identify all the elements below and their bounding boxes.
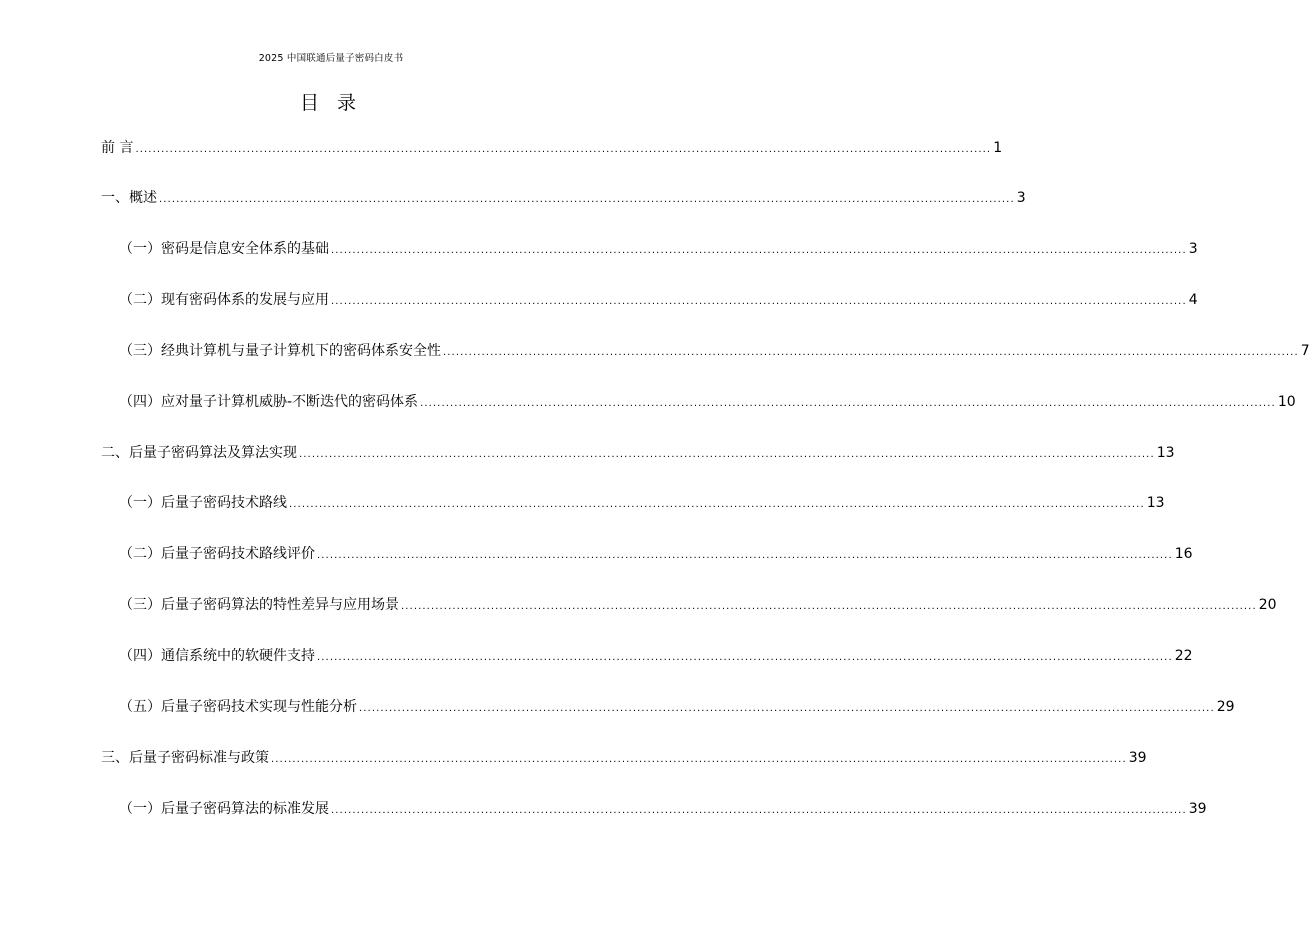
toc-page-number: 22 bbox=[1174, 648, 1193, 664]
toc-dot-leader: ........................................................................................................................................................................................................ bbox=[271, 754, 1127, 765]
toc-dot-leader: ........................................................................................................................................................................................................ bbox=[331, 296, 1187, 307]
toc-entry-preface[interactable] bbox=[101, 139, 1003, 157]
toc-entry-section-1-4[interactable] bbox=[119, 393, 1296, 411]
toc-page-number: 1 bbox=[993, 140, 1003, 156]
toc-entry-text: （一）后量子密码技术路线 bbox=[119, 495, 287, 511]
toc-page-number: 20 bbox=[1258, 597, 1277, 613]
toc-page-number: 10 bbox=[1277, 394, 1296, 410]
toc-dot-leader: ........................................................................................................................................................................................................ bbox=[299, 449, 1155, 460]
toc-dot-leader: ........................................................................................................................................................................................................ bbox=[159, 194, 1015, 205]
toc-entry-text: （五）后量子密码技术实现与性能分析 bbox=[119, 699, 357, 715]
toc-entry-text: （一）密码是信息安全体系的基础 bbox=[119, 241, 329, 257]
toc-entry-section-1-1[interactable] bbox=[119, 240, 1198, 258]
toc-page-number: 13 bbox=[1146, 495, 1165, 511]
toc-entry-text: 前 言 bbox=[101, 140, 134, 156]
toc-page-number: 39 bbox=[1188, 801, 1207, 817]
toc-entry-text: 三、后量子密码标准与政策 bbox=[101, 750, 269, 766]
toc-entry-section-2-4[interactable] bbox=[119, 647, 1193, 665]
toc-page-number: 3 bbox=[1016, 190, 1026, 206]
toc-dot-leader: ........................................................................................................................................................................................................ bbox=[135, 144, 992, 155]
running-header: 2025 中国联通后量子密码白皮书 bbox=[258, 53, 404, 64]
toc-dot-leader: ........................................................................................................................................................................................................ bbox=[359, 703, 1215, 714]
toc-dot-leader: ........................................................................................................................................................................................................ bbox=[289, 499, 1145, 510]
toc-entry-text: （三）后量子密码算法的特性差异与应用场景 bbox=[119, 597, 399, 613]
toc-page-number: 16 bbox=[1174, 546, 1193, 562]
toc-entry-section-2-2[interactable] bbox=[119, 545, 1193, 563]
toc-dot-leader: ........................................................................................................................................................................................................ bbox=[331, 245, 1187, 256]
toc-entry-section-2-3[interactable] bbox=[119, 596, 1277, 614]
toc-dot-leader: ........................................................................................................................................................................................................ bbox=[420, 398, 1276, 409]
toc-entry-text: （三）经典计算机与量子计算机下的密码体系安全性 bbox=[119, 343, 441, 359]
toc-title: 目 录 bbox=[299, 92, 363, 114]
toc-entry-chapter-3[interactable] bbox=[101, 749, 1147, 767]
toc-entry-section-3-1[interactable] bbox=[119, 800, 1207, 818]
toc-dot-leader: ........................................................................................................................................................................................................ bbox=[331, 805, 1187, 816]
toc-entry-text: （一）后量子密码算法的标准发展 bbox=[119, 801, 329, 817]
toc-entry-text: 一、概述 bbox=[101, 190, 157, 206]
toc-page-number: 13 bbox=[1156, 445, 1175, 461]
toc-entry-text: （四）应对量子计算机威胁-不断迭代的密码体系 bbox=[119, 394, 419, 410]
toc-entry-text: （二）现有密码体系的发展与应用 bbox=[119, 292, 329, 308]
toc-page-number: 4 bbox=[1188, 292, 1198, 308]
toc-entry-section-1-3[interactable] bbox=[119, 342, 1310, 360]
toc-dot-leader: ........................................................................................................................................................................................................ bbox=[317, 550, 1173, 561]
toc-entry-section-2-1[interactable] bbox=[119, 494, 1165, 512]
toc-entry-chapter-1[interactable] bbox=[101, 189, 1026, 207]
toc-page-number: 39 bbox=[1128, 750, 1147, 766]
toc-entry-text: （二）后量子密码技术路线评价 bbox=[119, 546, 315, 562]
toc-entry-chapter-2[interactable] bbox=[101, 444, 1175, 462]
toc-page-number: 29 bbox=[1216, 699, 1235, 715]
toc-dot-leader: ........................................................................................................................................................................................................ bbox=[317, 652, 1173, 663]
toc-entry-section-2-5[interactable] bbox=[119, 698, 1235, 716]
toc-entry-text: 二、后量子密码算法及算法实现 bbox=[101, 445, 297, 461]
toc-dot-leader: ........................................................................................................................................................................................................ bbox=[401, 601, 1257, 612]
toc-page-number: 7 bbox=[1300, 343, 1310, 359]
toc-entry-section-1-2[interactable] bbox=[119, 291, 1198, 309]
toc-entry-text: （四）通信系统中的软硬件支持 bbox=[119, 648, 315, 664]
toc-dot-leader: ........................................................................................................................................................................................................ bbox=[443, 347, 1299, 358]
toc-page-number: 3 bbox=[1188, 241, 1198, 257]
